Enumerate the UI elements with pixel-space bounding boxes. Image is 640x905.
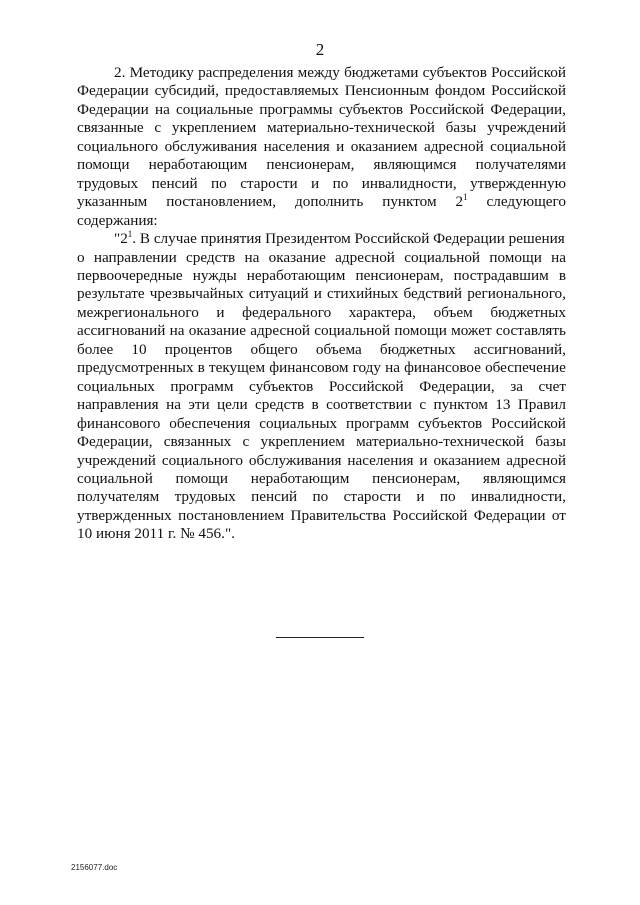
word: по	[439, 488, 456, 506]
word: населения	[263, 137, 330, 155]
word: пенсионерам,	[372, 469, 461, 487]
word: связанных	[163, 433, 232, 451]
word: программ	[170, 377, 234, 395]
word: субъектов	[417, 414, 483, 432]
word: адресной	[335, 248, 395, 266]
word: в	[311, 396, 319, 414]
text-line-p2-13	[77, 452, 566, 470]
word: эти	[188, 396, 210, 414]
text-line-p1-7	[77, 175, 566, 193]
word: Правил	[517, 396, 566, 414]
word: объем	[433, 303, 473, 321]
text-line-p2-last: 10 июня 2011 г. № 456.".	[77, 525, 235, 543]
word: на	[169, 322, 185, 340]
word: Методику	[129, 64, 194, 81]
word: общего	[250, 340, 298, 358]
word: стихийных	[327, 285, 399, 303]
word: и	[311, 174, 320, 192]
word: между	[297, 64, 340, 81]
word: утвержденных	[77, 506, 172, 524]
word: направления	[77, 396, 159, 414]
word: укреплением	[171, 119, 257, 137]
word: Российской	[328, 377, 404, 395]
page-number: 2	[315, 40, 325, 59]
word: постановлением,	[166, 193, 277, 211]
text-line-p1-9: содержания:	[77, 211, 158, 229]
word: за	[510, 377, 523, 395]
word: по	[312, 488, 329, 506]
word: может	[451, 322, 492, 340]
text-line-p1-8	[77, 193, 566, 211]
word: социальных	[259, 414, 338, 432]
word: учреждений	[487, 119, 566, 137]
word: связанные	[77, 119, 144, 137]
word: пенсионерам,	[355, 266, 444, 284]
word: адресной	[506, 451, 566, 469]
word: базы	[535, 433, 566, 451]
text-line-p1-1	[77, 64, 566, 82]
word: оказанием	[433, 451, 501, 469]
word: счет	[538, 377, 566, 395]
word: постановлением	[178, 506, 285, 524]
superscript-one: 1	[127, 229, 133, 240]
word: пенсионерам,	[266, 156, 355, 174]
word: Российской	[409, 100, 485, 118]
word: неработающим	[250, 469, 350, 487]
text-line-p2-1	[77, 230, 566, 248]
superscript-one: 1	[463, 192, 468, 203]
word: по	[211, 174, 227, 192]
word: старости	[343, 488, 402, 506]
paragraph-methodology-amendment	[77, 64, 566, 230]
word: социальной	[490, 137, 566, 155]
text-line-p2-12	[77, 433, 566, 451]
word: обслуживания	[164, 137, 258, 155]
word: Пенсионным	[344, 82, 430, 100]
word: оказанием	[350, 137, 418, 155]
word: в	[197, 359, 205, 377]
text-line-p2-14	[77, 470, 566, 488]
word: $2^1$	[455, 192, 468, 211]
text-line-p1-6	[77, 156, 566, 174]
word: Федерации,	[77, 433, 153, 451]
word: населения	[347, 451, 414, 469]
word: пунктом	[382, 193, 437, 211]
word: на	[154, 100, 170, 118]
word: 2.	[114, 64, 126, 81]
word: на	[551, 248, 566, 266]
word: с	[242, 433, 250, 451]
file-name-label: 2156077.doc	[71, 863, 118, 872]
word: чрезвычайных	[149, 285, 244, 303]
text-line-p2-8	[77, 359, 566, 377]
word: неработающим	[246, 266, 346, 284]
text-line-p2-10	[77, 396, 566, 414]
word: на	[244, 248, 260, 266]
word: и	[216, 303, 225, 321]
word: средств	[254, 396, 305, 414]
word: и	[336, 137, 345, 155]
word: Федерации	[77, 82, 149, 100]
word: субсидий,	[154, 82, 219, 100]
word: текущем	[208, 359, 266, 377]
word: фондом	[435, 82, 486, 100]
word: программы	[259, 100, 333, 118]
word: Федерации	[77, 100, 149, 118]
word: 10	[131, 340, 147, 358]
word: объема	[315, 340, 362, 358]
word: бюджетами	[344, 64, 419, 81]
word: ситуаций	[248, 285, 309, 303]
line-segment-text: . В случае принятия Президентом Российской Федерации решения	[132, 230, 565, 248]
word: бедствий	[403, 285, 463, 303]
text-line-p2-11	[77, 415, 566, 433]
word: финансовом	[269, 359, 349, 377]
document-body	[77, 64, 566, 544]
word: пенсий	[251, 488, 298, 506]
text-line-p2-16	[77, 507, 566, 525]
word: ассигнований,	[473, 340, 566, 358]
word: оказание	[188, 322, 247, 340]
word: году	[352, 359, 381, 377]
word: ассигнований	[77, 322, 166, 340]
word: укреплением	[260, 433, 345, 451]
word: на	[166, 396, 181, 414]
word: пострадавшим	[453, 266, 549, 284]
word: распределения	[198, 64, 294, 81]
text-line-p2-9	[77, 378, 566, 396]
text-line-p2-4	[77, 285, 566, 303]
word: субъектов	[338, 100, 404, 118]
word: обслуживания	[248, 451, 342, 469]
word: составлять	[495, 322, 566, 340]
word: результате	[77, 285, 145, 303]
word: 13	[495, 396, 511, 414]
word: Российской	[491, 82, 566, 100]
word: адресной	[250, 322, 311, 340]
word: нужды	[192, 266, 237, 284]
word: дополнить	[295, 193, 364, 211]
word: социальной	[77, 469, 153, 487]
word: являющимся	[482, 469, 566, 487]
word: материально-технической	[356, 433, 525, 451]
word: федерального	[242, 303, 332, 321]
word: материально-технической	[266, 119, 435, 137]
word: соответствии	[326, 396, 412, 414]
word: инвалидности,	[361, 174, 457, 192]
word: регионального,	[467, 285, 566, 303]
word: утвержденную	[470, 174, 566, 192]
word: социального	[161, 451, 243, 469]
point-number-text: "2	[114, 230, 128, 248]
word: Федерации,	[419, 377, 495, 395]
word: пенсий	[151, 174, 198, 192]
word: Правительства	[290, 506, 387, 524]
word: субъектов	[422, 64, 487, 81]
word: и	[419, 451, 428, 469]
text-line-p1-2	[77, 82, 566, 100]
word: с	[154, 119, 162, 137]
word: оказание	[268, 248, 326, 266]
word: являющимся	[373, 156, 457, 174]
word: от	[551, 506, 566, 524]
text-line-p1-3	[77, 101, 566, 119]
word: в	[558, 266, 566, 284]
word: и	[416, 488, 425, 506]
word: учреждений	[77, 451, 156, 469]
word: получателями	[475, 156, 566, 174]
word: базы	[445, 119, 477, 137]
word: социальных	[77, 377, 155, 395]
text-line-p1-4	[77, 119, 566, 137]
word: предусмотренных	[77, 359, 194, 377]
word: получателям	[77, 488, 160, 506]
word: социальной	[314, 322, 391, 340]
text-line-p2-7	[77, 341, 566, 359]
word: о	[77, 248, 85, 266]
paragraph-new-point-2-1	[77, 230, 566, 544]
word: бюджетных	[379, 340, 456, 358]
word: старости	[240, 174, 298, 192]
word: цели	[217, 396, 248, 414]
closing-divider-line	[276, 637, 364, 638]
word: и	[313, 285, 322, 303]
word: Федерации	[473, 506, 546, 524]
text-line-p2-3	[77, 267, 566, 285]
word: с	[419, 396, 427, 414]
word: Федерации,	[490, 100, 566, 118]
word: Российской	[491, 414, 566, 432]
word: Российской	[491, 64, 566, 81]
word: помощи	[394, 322, 447, 340]
word: помощи	[77, 156, 130, 174]
word: Российской	[392, 506, 468, 524]
text-line-p2-2	[77, 249, 566, 267]
word: первоочередные	[77, 266, 183, 284]
word: предоставляемых	[224, 82, 339, 100]
word: помощи	[175, 469, 229, 487]
word: финансовое	[404, 359, 481, 377]
word: пунктом	[433, 396, 488, 414]
text-line-p1-5	[77, 138, 566, 156]
word: указанным	[77, 193, 148, 211]
word: неработающим	[148, 156, 248, 174]
word: более	[77, 340, 114, 358]
word: характера,	[348, 303, 416, 321]
word: обеспечение	[485, 359, 566, 377]
word: субъектов	[249, 377, 314, 395]
text-line-p2-5	[77, 304, 566, 322]
word: социальной	[404, 248, 481, 266]
word: межрегионального	[77, 303, 199, 321]
word: по	[332, 174, 349, 192]
word: на	[385, 359, 400, 377]
word: трудовых	[77, 174, 139, 192]
word: обеспечения	[169, 414, 251, 432]
word: помощи	[489, 248, 542, 266]
word: социального	[77, 137, 159, 155]
word: адресной	[423, 137, 484, 155]
word: следующего	[486, 193, 566, 211]
word: средств	[186, 248, 236, 266]
word: бюджетных	[490, 303, 566, 321]
text-line-p2-6	[77, 322, 566, 340]
word: финансового	[77, 414, 161, 432]
line-segment	[114, 230, 565, 248]
text-line-p2-15	[77, 488, 566, 506]
word: трудовых	[174, 488, 236, 506]
word: процентов	[164, 340, 233, 358]
word: направлении	[93, 248, 177, 266]
word: инвалидности,	[471, 488, 566, 506]
word: социальные	[176, 100, 254, 118]
word: программ	[345, 414, 410, 432]
